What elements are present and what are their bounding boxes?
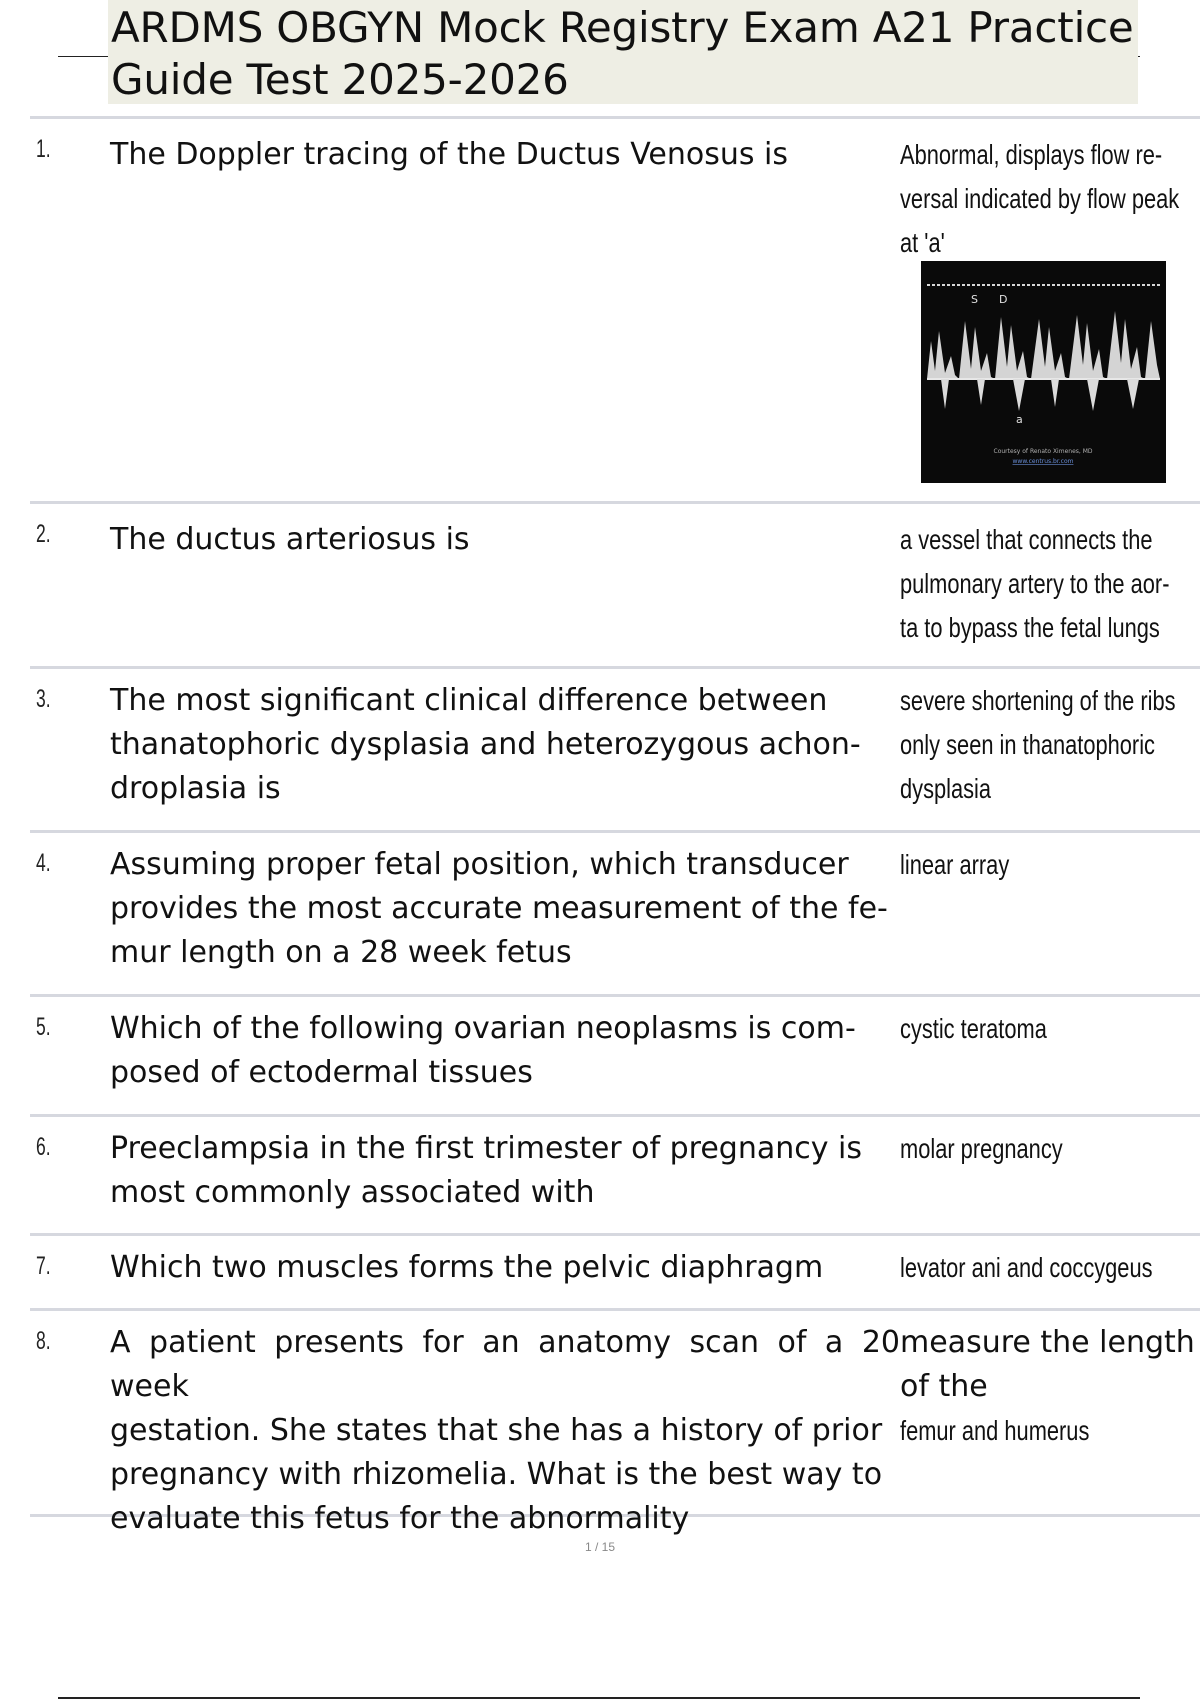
title-line-2: Guide Test 2025-2026 (111, 55, 569, 104)
answer-line: versal indicated by flow peak (900, 183, 1180, 214)
question-line: Which of the following ovarian neoplasms is com- (110, 1011, 856, 1046)
qa-row-1 (30, 116, 1200, 501)
answer-line: molar pregnancy (900, 1133, 1063, 1164)
question-line: mur length on a 28 week fetus (110, 935, 572, 970)
answer-line: femur and humerus (900, 1415, 1090, 1446)
qa-row-8 (30, 1308, 1200, 1536)
question-line: thanatophoric dysplasia and heterozygous achon- (110, 727, 861, 762)
doppler-waveform-image (921, 261, 1166, 483)
qa-row-4 (30, 830, 1200, 994)
question-text (110, 1007, 900, 1095)
doppler-waveform-svg (921, 261, 1166, 483)
answer-line: cystic teratoma (900, 1013, 1047, 1044)
answer-text (900, 843, 1200, 887)
question-text (110, 843, 900, 975)
qa-row-2 (30, 501, 1200, 666)
answer-text (900, 1127, 1200, 1171)
answer-line: severe shortening of the ribs (900, 685, 1176, 716)
question-line: pregnancy with rhizomelia. What is the best way to (110, 1457, 883, 1492)
answer-text (900, 133, 1200, 265)
question-line: Preeclampsia in the first trimester of pregnancy is (110, 1131, 862, 1166)
question-number: 4. (36, 849, 51, 877)
qa-table (30, 116, 1200, 1536)
title-line-1: ARDMS OBGYN Mock Registry Exam A21 Practice (111, 3, 1134, 52)
image-credit-link: www.centrus.br.com (1012, 458, 1074, 465)
answer-line: measure the length of the (900, 1325, 1195, 1404)
qa-row-7 (30, 1233, 1200, 1308)
answer-text (900, 679, 1200, 811)
answer-text (900, 1321, 1200, 1453)
answer-line: pulmonary artery to the aor- (900, 568, 1170, 599)
question-number: 2. (36, 520, 51, 548)
question-line: gestation. She states that she has a history of prior (110, 1413, 883, 1448)
answer-line: a vessel that connects the (900, 524, 1153, 555)
image-credit: Courtesy of Renato Ximenes, MD (993, 448, 1093, 455)
answer-line: only seen in thanatophoric (900, 729, 1155, 760)
title-box (108, 0, 1138, 104)
waveform-label-s: S (971, 293, 978, 306)
qa-row-6 (30, 1114, 1200, 1233)
answer-line: dysplasia (900, 773, 992, 804)
question-line: Assuming proper fetal position, which transducer (110, 847, 849, 882)
question-text (110, 1127, 900, 1215)
bottom-rule (58, 1697, 1140, 1699)
qa-row-3 (30, 666, 1200, 830)
answer-text (900, 1007, 1200, 1051)
question-text (110, 679, 900, 811)
question-number: 8. (36, 1327, 51, 1355)
question-line: evaluate this fetus for the abnormality (110, 1501, 690, 1536)
question-number: 7. (36, 1252, 51, 1280)
waveform-label-a: a (1016, 413, 1023, 426)
question-number: 6. (36, 1133, 51, 1161)
waveform-label-d: D (999, 293, 1008, 306)
answer-line: Abnormal, displays flow re- (900, 139, 1163, 170)
question-line: The most significant clinical difference between (110, 683, 828, 718)
question-number: 1. (36, 135, 51, 163)
answer-line: levator ani and coccygeus (900, 1252, 1153, 1283)
question-line: droplasia is (110, 771, 281, 806)
answer-line: linear array (900, 849, 1010, 880)
question-line: most commonly associated with (110, 1175, 595, 1210)
question-line: posed of ectodermal tissues (110, 1055, 533, 1090)
question-number: 3. (36, 685, 51, 713)
question-text (110, 1246, 900, 1290)
question-line: provides the most accurate measurement of the fe- (110, 891, 888, 926)
page-indicator: 1 / 15 (584, 1540, 616, 1554)
qa-row-5 (30, 994, 1200, 1114)
answer-text (900, 1246, 1200, 1290)
question-text: The ductus arteriosus is (110, 522, 470, 557)
question-text (110, 1321, 900, 1541)
answer-text (900, 518, 1200, 650)
answer-line: ta to bypass the fetal lungs (900, 612, 1160, 643)
question-line: Which two muscles forms the pelvic diaphragm (110, 1250, 824, 1285)
answer-line: at 'a' (900, 227, 945, 258)
question-number: 5. (36, 1013, 51, 1041)
question-line: A patient presents for an anatomy scan of a 20 week (110, 1325, 900, 1404)
question-text: The Doppler tracing of the Ductus Venosus is (110, 137, 789, 172)
